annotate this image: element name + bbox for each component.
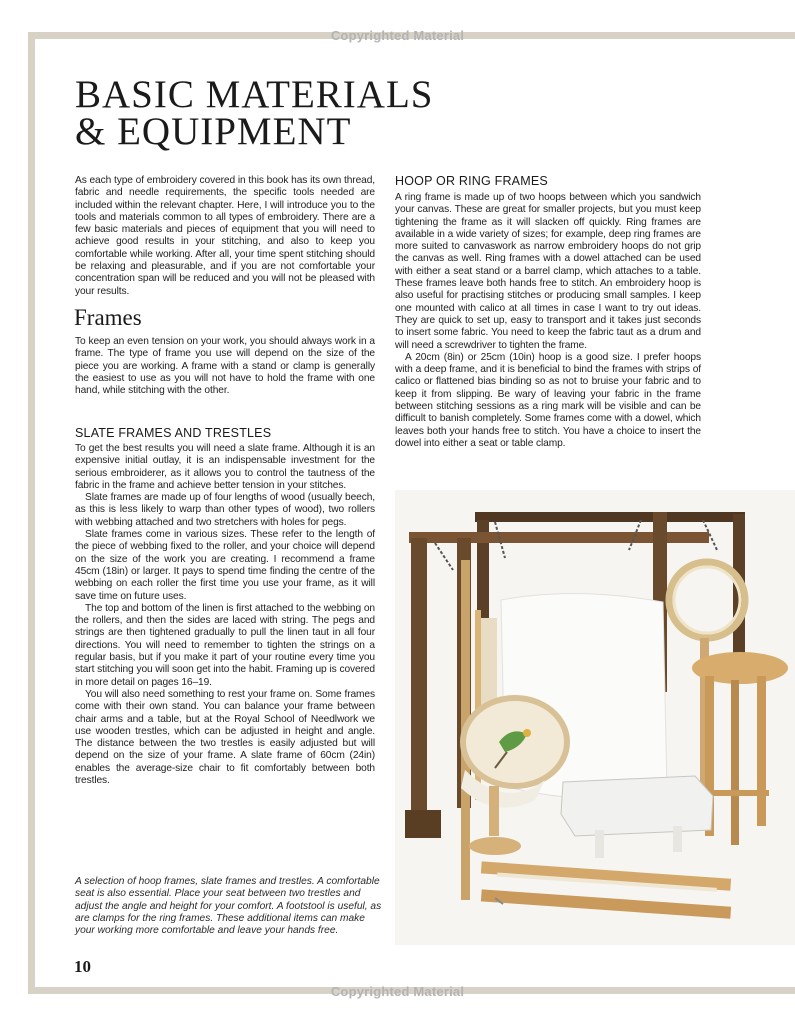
hoop-stand-base xyxy=(469,837,521,855)
slate-frames-heading: SLATE FRAMES AND TRESTLES xyxy=(75,426,272,440)
footstool-leg xyxy=(595,830,604,858)
stool-leg xyxy=(731,680,739,845)
frames-paragraph: To keep an even tension on your work, you should always work in a frame. The type of frame you use will depend on the size of the piece you are working. A frame with a stand or clamp is generally the easiest to use as you will not have to hold the frame with one hand, while stitching with the other. xyxy=(75,336,375,397)
slate-paragraph: The top and bottom of the linen is first attached to the webbing on the rollers, and then the sides are laced with string. The pegs and strings are then tightened gradually to pull the linen taut in all four directions. You will need to remember to tighten the strings on a regular basis, but if you make it part of your routine every time you start stitching you will soon get into the habit. Framing up is covered in more detail on pages 16–19. xyxy=(75,602,375,688)
hoop-paragraph: A ring frame is made up of two hoops between which you sandwich your canvas. These are great for smaller projects, but you must keep tightening the frame as it will slacken off quickly. Ring frames are available in a wide variety of sizes; for example, deep ring frames are more suited to canvaswork as narrow embroidery hoops do not grip the canvas as well. Ring frames with a dowel attached can be used with either a seat stand or a barrel clamp, which attaches to a table. These frames leave both hands free to stitch. An embroidery hoop is also useful for practising stitches or producing small samples. I keep one mounted with calico at all times in case I want to try out ideas. They are quick to set up, easy to transport and it takes just seconds to insert some fabric. You need to keep the fabric taut as a drum and will need a screwdriver to tighten the frame. xyxy=(395,192,701,351)
page-title xyxy=(75,73,434,153)
slate-paragraph: To get the best results you will need a slate frame. Although it is an expensive initial outlay, it is an indispensable investment for the serious embroiderer, as it allows you to control the tautness of the fabric in the frame and achieve better tension in your stitches. xyxy=(75,443,375,491)
stool-rung xyxy=(709,790,769,796)
hoop-paragraph: A 20cm (8in) or 25cm (10in) hoop is a good size. I prefer hoops with a deep frame, and it is beneficial to bind the frames with strips of calico or flattened bias binding so as not to bruise your fabric and to keep it from slipping. Be wary of leaving your fabric in the frame between stitching sessions as a ring mark will be visible and can be difficult to banish completely. Some frames come with a dowel, which leaves both your hands free to stitch. You have a choice to insert the dowel into either a seat or table clamp. xyxy=(395,351,701,449)
intro-paragraph: As each type of embroidery covered in this book has its own thread, fabric and needle requirements, the specific tools needed are included within the relevant chapter. Here, I will introduce you to the tools and materials common to all types of embroidery. There are a few basic materials and pieces of equipment that you will need to achieve good results in your stitching, and also to keep you comfortable while working. After all, your time spent stitching should be relaxing and pleasurable, and if you are not comfortable your concentration span will be reduced and you will not be pleased with your results. xyxy=(75,175,375,297)
slate-paragraph: Slate frames come in various sizes. These refer to the length of the piece of webbing fixed to the roller, and your choice will depend on the size of the work you are creating. I recommend a frame 45cm (18in) or larger. It pays to spend time finding the centre of the webbing on each roller the first time you use your frame, as it will save time on future uses. xyxy=(75,529,375,602)
trestle-foot xyxy=(405,810,441,838)
watermark-top: Copyrighted Material xyxy=(330,28,465,43)
title-line-2: & EQUIPMENT xyxy=(75,110,352,153)
stool-leg xyxy=(757,676,766,826)
footstool xyxy=(561,776,713,836)
slate-paragraph: You will also need something to rest your frame on. Some frames come with their own stand. You can balance your frame between chair arms and a table, but at the Royal School of Needlwork we use wooden trestles, which can be adjusted in height and angle. The distance between the two trestles is easily adjusted but will depend on the size of your frame. A slate frame of 60cm (24in) enables the average-size chair to fit comfortably between both trestles. xyxy=(75,688,375,787)
intro-text xyxy=(75,175,375,298)
photo-caption: A selection of hoop frames, slate frames and trestles. A comfortable seat is also essential. Place your seat between two trestles and adjust the angle and height for your comfort. A footstool is useful, as are clamps for the ring frames. These additional items can make your working more comfortable and leave your hands free. xyxy=(75,876,382,937)
watermark-bottom: Copyrighted Material xyxy=(330,984,465,999)
title-line-1: BASIC MATERIALS xyxy=(75,73,434,116)
equipment-photo xyxy=(395,490,795,945)
footstool-leg xyxy=(673,826,682,852)
hoop-frames-text xyxy=(395,192,701,450)
hoop-frames-heading: HOOP OR RING FRAMES xyxy=(395,174,548,188)
slate-paragraph: Slate frames are made up of four lengths of wood (usually beech, as this is less likely to warp than other types of wood), two rollers with webbing attached and two stretchers with holes for pegs. xyxy=(75,492,375,528)
frames-heading: Frames xyxy=(74,305,142,330)
page-number: 10 xyxy=(74,957,91,976)
frames-text xyxy=(75,336,375,397)
page-border-left xyxy=(28,32,35,994)
trestle-left-leg xyxy=(411,538,427,838)
bird-embroidery-head xyxy=(523,729,531,737)
slate-frames-text xyxy=(75,443,375,787)
hoop-stand xyxy=(489,786,499,836)
slate-frame-roller-back xyxy=(475,512,745,522)
